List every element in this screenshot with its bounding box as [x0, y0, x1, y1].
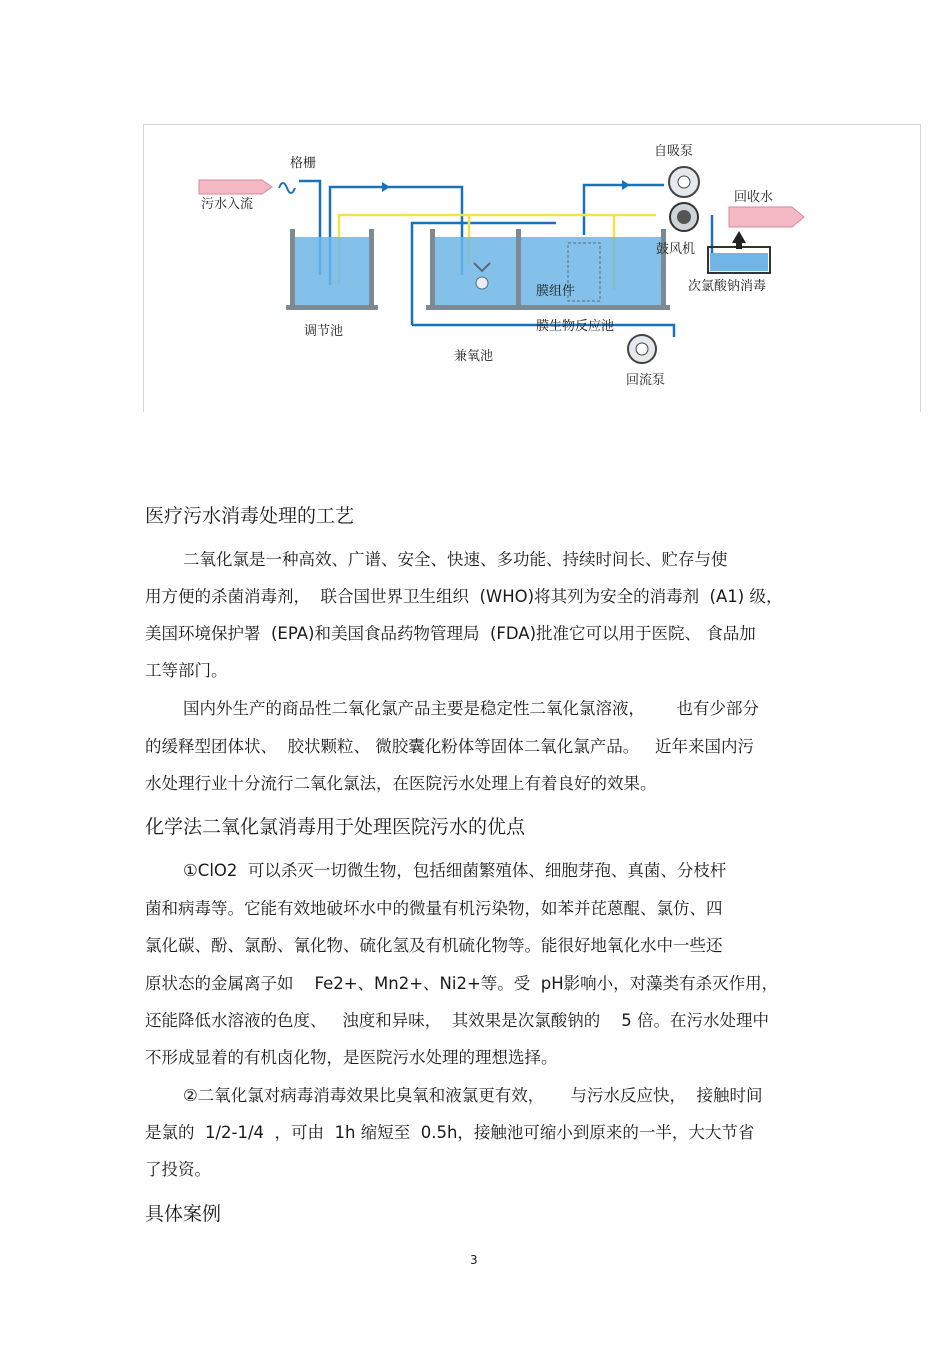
flow-arrow-2	[622, 180, 630, 190]
paragraph-line: 工等部门。	[145, 661, 228, 680]
recycled-water-arrow	[729, 207, 804, 227]
section-heading-process: 医疗污水消毒处理的工艺	[145, 505, 355, 527]
paragraph-line: 不形成显着的有机卤化物，是医院污水处理的理想选择。	[145, 1048, 558, 1067]
blower-hub	[677, 210, 691, 224]
paragraph-line: 美国环境保护署 (EPA)和美国食品药物管理局 (FDA)批准它可以用于医院、 食品加	[145, 624, 756, 643]
paragraph-line: 氯化碳、酚、氯酚、氰化物、硫化氢及有机硫化物等。能很好地氧化水中一些还	[145, 936, 723, 955]
aerator-diffuser	[476, 277, 488, 289]
paragraph-line: 用方便的杀菌消毒剂， 联合国世界卫生组织 (WHO)将其列为安全的消毒剂 (A1) 级，	[145, 587, 783, 606]
mbr-tank-wall-mid	[516, 229, 521, 309]
disinfect-tank-water	[710, 253, 768, 271]
mbr-tank-wall-right	[661, 229, 666, 309]
paragraph-line: 原状态的金属离子如 Fe2+、Mn2+、Ni2+等。受 pH影响小，对藻类有杀灭作用，	[145, 974, 779, 993]
self-priming-pump-hub	[678, 176, 690, 188]
adjust-tank-wall-left	[290, 229, 295, 309]
up-arrow-shaft	[736, 243, 742, 249]
section-heading-cases: 具体案例	[145, 1203, 222, 1225]
section-heading-advantages: 化学法二氧化氯消毒用于处理医院污水的优点	[145, 816, 526, 838]
label-grille: 格栅	[290, 156, 317, 171]
label-blower: 鼓风机	[656, 242, 696, 257]
paragraph-line: 的缓释型团体状、 胶状颗粒、 微胶囊化粉体等固体二氧化氯产品。 近年来国内污	[145, 737, 754, 756]
process-diagram	[143, 124, 921, 412]
label-anoxic-tank: 兼氧池	[454, 349, 494, 364]
paragraph-line: ①ClO2 可以杀灭一切微生物，包括细菌繁殖体、细胞芽孢、真菌、分枝杆	[183, 861, 727, 880]
mbr-tank-floor	[426, 305, 670, 310]
paragraph-line: 了投资。	[145, 1160, 211, 1179]
paragraph-line: 水处理行业十分流行二氧化氯法，在医院污水处理上有着良好的效果。	[145, 774, 657, 793]
label-self-priming-pump: 自吸泵	[654, 144, 694, 159]
label-return-pump: 回流泵	[626, 373, 666, 388]
label-inflow: 污水入流	[201, 197, 254, 212]
page-number: 3	[470, 1253, 478, 1267]
paragraph-line: 国内外生产的商品性二氧化氯产品主要是稳定性二氧化氯溶液， 也有少部分	[183, 699, 759, 718]
paragraph-line: 还能降低水溶液的色度、 浊度和异味， 其效果是次氯酸钠的 5 倍。在污水处理中	[145, 1011, 769, 1030]
grille-icon	[279, 183, 295, 193]
return-pump-hub	[636, 343, 648, 355]
adjust-tank-floor	[286, 305, 378, 310]
paragraph-line: ②二氧化氯对病毒消毒效果比臭氧和液氯更有效， 与污水反应快， 接触时间	[183, 1086, 763, 1105]
up-arrow	[732, 231, 746, 243]
mbr-tank-wall-left	[430, 229, 435, 309]
paragraph-line: 是氯的 1/2-1/4 ，可由 1h 缩短至 0.5h，接触池可缩小到原来的一半，大大节省	[145, 1123, 755, 1142]
effluent-pipe	[584, 185, 664, 235]
process-diagram-graphic	[144, 125, 922, 413]
paragraph-line: 二氧化氯是一种高效、广谱、安全、快速、多功能、持续时间长、贮存与使	[183, 550, 728, 569]
label-adjust-tank: 调节池	[304, 324, 344, 339]
inflow-arrow	[199, 180, 272, 194]
paragraph-line: 菌和病毒等。它能有效地破坏水中的微量有机污染物，如苯并芘蒽醌、氯仿、四	[145, 899, 723, 918]
label-membrane-module: 膜组件	[536, 284, 576, 299]
flow-arrow-1	[382, 182, 390, 192]
adjust-tank-water	[294, 237, 370, 305]
adjust-tank-wall-right	[369, 229, 374, 309]
label-mbr-tank: 膜生物反应池	[536, 319, 615, 334]
label-hypochlorite: 次氯酸钠消毒	[688, 279, 767, 294]
label-recycled-water: 回收水	[734, 190, 774, 205]
